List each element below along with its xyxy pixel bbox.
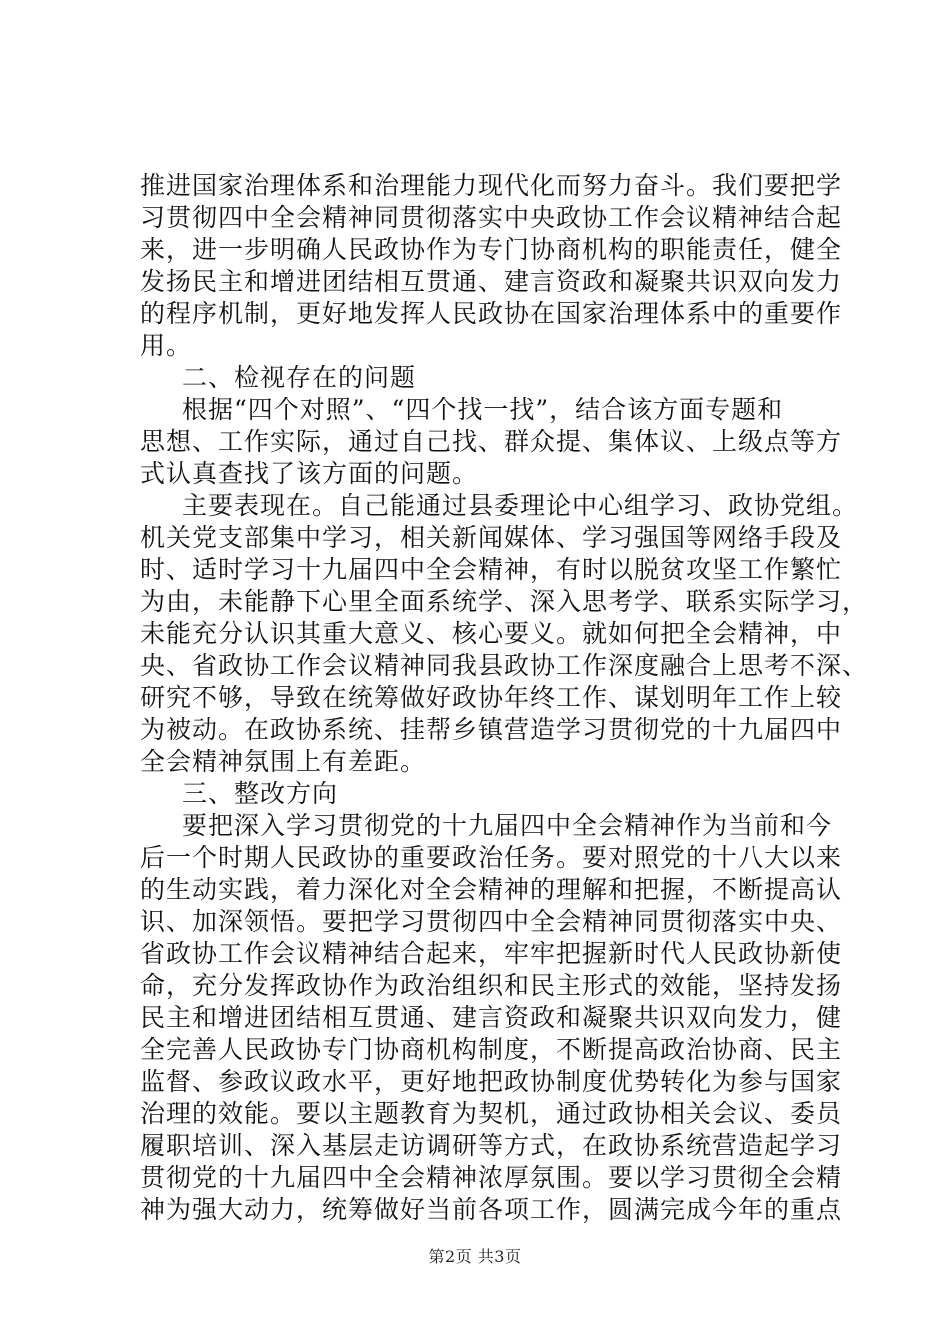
paragraph-line: 民主和增进团结相互贯通、建言资政和凝聚共识双向发力，健	[140, 1003, 843, 1032]
paragraph-line: 为由，未能静下心里全面系统学、深入思考学、联系实际学习，	[140, 587, 869, 616]
paragraph-line: 履职培训、深入基层走访调研等方式，在政协系统营造起学习	[140, 1131, 843, 1160]
paragraph-line: 要把深入学习贯彻党的十九届四中全会精神作为当前和今	[182, 811, 833, 840]
paragraph-line: 二、检视存在的问题	[182, 363, 417, 392]
paragraph-line: 央、省政协工作会议精神同我县政协工作深度融合上思考不深、	[140, 651, 869, 680]
paragraph	[140, 810, 843, 1226]
paragraph-line: 治理的效能。要以主题教育为契机，通过政协相关会议、委员	[140, 1099, 843, 1128]
paragraph	[140, 778, 820, 810]
paragraph-line: 发扬民主和增进团结相互贯通、建言资政和凝聚共识双向发力	[140, 267, 843, 296]
paragraph-line: 思想、工作实际，通过自己找、群众提、集体议、上级点等方	[140, 427, 843, 456]
page-footer: 第2页 共3页	[428, 1247, 522, 1266]
paragraph	[140, 170, 843, 362]
paragraph-line: 研究不够，导致在统筹做好政协年终工作、谋划明年工作上较	[140, 683, 843, 712]
document-body	[140, 170, 869, 1226]
paragraph-line: 时、适时学习十九届四中全会精神，有时以脱贫攻坚工作繁忙	[140, 555, 843, 584]
paragraph-line: 习贯彻四中全会精神同贯彻落实中央政协工作会议精神结合起	[140, 203, 843, 232]
paragraph-line: 神为强大动力，统筹做好当前各项工作，圆满完成今年的重点	[140, 1195, 843, 1224]
paragraph	[140, 362, 820, 394]
paragraph-line: 推进国家治理体系和治理能力现代化而努力奋斗。我们要把学	[140, 171, 843, 200]
paragraph-line: 的程序机制，更好地发挥人民政协在国家治理体系中的重要作	[140, 299, 843, 328]
paragraph-line: 主要表现在。自己能通过县委理论中心组学习、政协党组。	[182, 491, 859, 520]
paragraph-line: 三、整改方向	[182, 779, 339, 808]
paragraph-line: 式认真查找了该方面的问题。	[140, 459, 479, 488]
paragraph-line: 的生动实践，着力深化对全会精神的理解和把握，不断提高认	[140, 875, 843, 904]
paragraph-line: 全会精神氛围上有差距。	[140, 747, 427, 776]
paragraph-line: 命，充分发挥政协作为政治组织和民主形式的效能，坚持发扬	[140, 971, 843, 1000]
paragraph	[140, 490, 869, 778]
paragraph	[140, 394, 843, 490]
paragraph-line: 贯彻党的十九届四中全会精神浓厚氛围。要以学习贯彻全会精	[140, 1163, 843, 1192]
paragraph-line: 机关党支部集中学习，相关新闻媒体、学习强国等网络手段及	[140, 523, 843, 552]
paragraph-line: 根据“四个对照”、“四个找一找”，结合该方面专题和	[182, 395, 784, 424]
paragraph-line: 省政协工作会议精神结合起来，牢牢把握新时代人民政协新使	[140, 939, 843, 968]
paragraph-line: 后一个时期人民政协的重要政治任务。要对照党的十八大以来	[140, 843, 843, 872]
paragraph-line: 监督、参政议政水平，更好地把政协制度优势转化为参与国家	[140, 1067, 843, 1096]
paragraph-line: 未能充分认识其重大意义、核心要义。就如何把全会精神，中	[140, 619, 843, 648]
paragraph-line: 来，进一步明确人民政协作为专门协商机构的职能责任，健全	[140, 235, 843, 264]
paragraph-line: 用。	[140, 331, 193, 360]
paragraph-line: 识、加深领悟。要把学习贯彻四中全会精神同贯彻落实中央、	[140, 907, 843, 936]
paragraph-line: 为被动。在政协系统、挂帮乡镇营造学习贯彻党的十九届四中	[140, 715, 843, 744]
paragraph-line: 全完善人民政协专门协商机构制度，不断提高政治协商、民主	[140, 1035, 843, 1064]
